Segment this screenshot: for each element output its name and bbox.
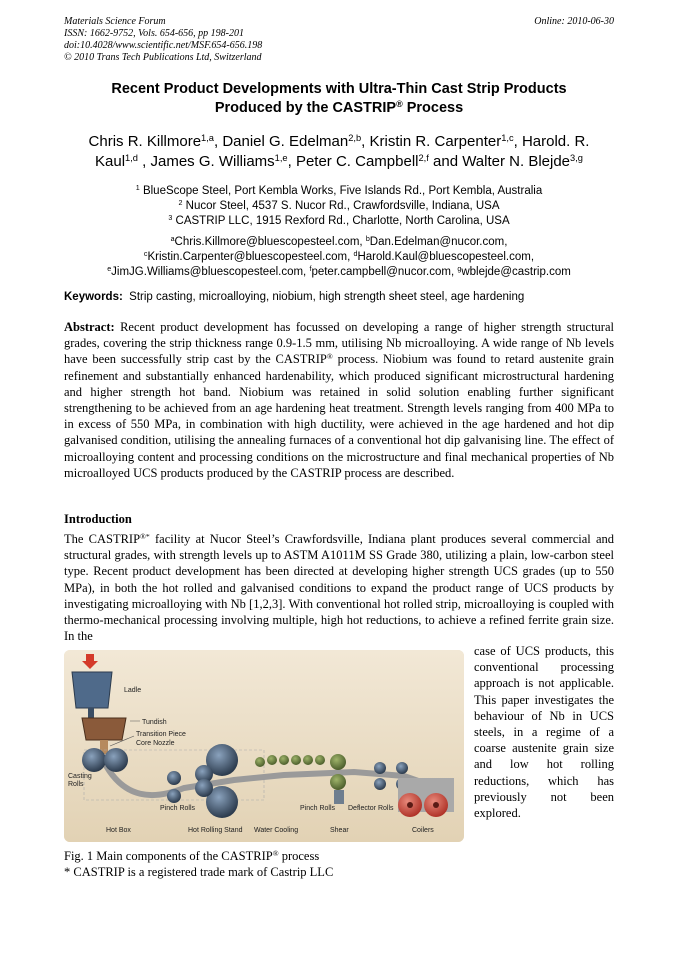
process-diagram [64,650,464,842]
figure-label: Transition Piece [136,731,186,738]
online-date: Online: 2010-06-30 [534,16,614,27]
figure-caption: Fig. 1 Main components of the CASTRIP® process [64,848,320,863]
affiliation-2: $^2$ Nucor Steel, 4537 S. Nucor Rd., Crawfordsville, Indiana, USA [178,199,500,212]
tundish-icon [82,718,126,740]
issn-line: ISSN: 1662-9752, Vols. 654-656, pp 198-201 [64,28,244,39]
doi-line[interactable]: doi:10.4028/www.scientific.net/MSF.654-656.198 [64,40,263,51]
trademark-footnote: * CASTRIP is a registered trade mark of Castrip LLC [64,865,334,879]
ladle-icon [72,672,112,708]
section-heading-introduction: Introduction [64,512,132,526]
author-emails: $^a$Chris.Killmore@bluescopesteel.com, $^b$Dan.Edelman@nucor.com, $^c$Kristin.Carpenter@bluescopesteel.com, $^d$Harold.Kaul@bluescopesteel.com, $^e$JimJG.Williams@bluescopesteel.com, $^f$peter.campbell@nucor.com, $^g$wblejde@castrip.com [107,235,571,278]
journal-header [64,16,262,64]
introduction-wrap-text: case of UCS products, this conventional processing approach is not applicable. This paper investigates the behaviour of Nb in UCS steels, in a regime of a coarse austenite grain size and low hot rolling reductions, which has previously not been explored. [474,644,614,821]
abstract: Abstract: Recent product development has focussed on developing a range of higher strength structural grades, covering the strip thickness range 0.9-1.5 mm, utilising Nb microalloying. A wide range of Nb levels have been successfully strip cast by the CASTRIP® process. Niobium was found to retard austenite grain refinement and substantially enhanced hardenability, which produced significant microstructural hardening and higher strength hot band. Niobium was retained in solid solution enabling further significant strengthening to be achieved from an age hardening heat treatment. Strength levels ranging from 400 MPa to in excess of 550 MPa, in combination with high ductility, were achieved in the age hardened and hot dip galvanised condition, utilising the annealing furnaces of a conventional hot dip galvanising line. The effect of microalloying content and processing conditions on the microstructure and final mechanical properties of Nb microalloyed UCS products produced by the CASTRIP process are described. [64,320,615,480]
copyright-line: © 2010 Trans Tech Publications Ltd, Switzerland [64,52,262,63]
figure-label: Casting [68,773,92,780]
figure-label: Core Nozzle [136,740,175,747]
casting-roll-right [104,748,128,772]
figure-label: Water Cooling [254,827,299,834]
figure-label: Ladle [124,687,142,694]
affiliations [64,184,614,229]
figure-label: Hot Rolling Stand [188,827,243,834]
affiliation-1: $^1$ BlueScope Steel, Port Kembla Works, Five Islands Rd., Port Kembla, Australia [135,184,543,197]
figure-label: Rolls [68,781,84,788]
figure-label: Hot Box [106,827,131,834]
journal-name: Materials Science Forum [64,16,166,27]
paper-title: Recent Product Developments with Ultra-Thin Cast Strip Products Produced by the CASTRIP® Process [111,81,567,116]
figure-label: Shear [330,827,349,834]
introduction-paragraph: The CASTRIP®* facility at Nucor Steel’s Crawfordsville, Indiana plant produces several commercial and structural grades, with strength levels up to ASTM A1011M SS Grade 380, utilizing a plain, low-carbon steel type. Recent product development has been directed at developing higher strength UCS grades (up to 550 MPa), in both the hot rolled and galvanised conditions to expand the product range of UCS products by investigating microalloying with Nb [1,2,3]. With conventional hot rolled strip, microalloying is coupled with thermo-mechanical processing involving multiple, high hot reductions, to achieve a refined ferrite grain size. In the [64,531,614,644]
figure-label: Coilers [412,827,434,834]
author-list: Chris R. Killmore$^{1,a}$, Daniel G. Edelman$^{2,b}$, Kristin R. Carpenter$^{1,c}$, Harold. R. Kaul$^{1,d}$ , James G. Williams$^{1,e}$, Peter C. Campbell$^{2,f}$ and Walter N. Blejde$^{3,g}$ [88,132,590,170]
figure-label: Deflector Rolls [348,805,394,812]
affiliation-3: $^3$ CASTRIP LLC, 1915 Rexford Rd., Charlotte, North Carolina, USA [168,214,510,227]
figure-label: Tundish [142,719,167,726]
figure-label: Pinch Rolls [160,805,196,812]
figure-label: Pinch Rolls [300,805,336,812]
casting-roll-left [82,748,106,772]
castrip-process-figure [64,650,464,842]
keywords: Keywords: Strip casting, microalloying, niobium, high strength sheet steel, age hardening [64,291,525,303]
